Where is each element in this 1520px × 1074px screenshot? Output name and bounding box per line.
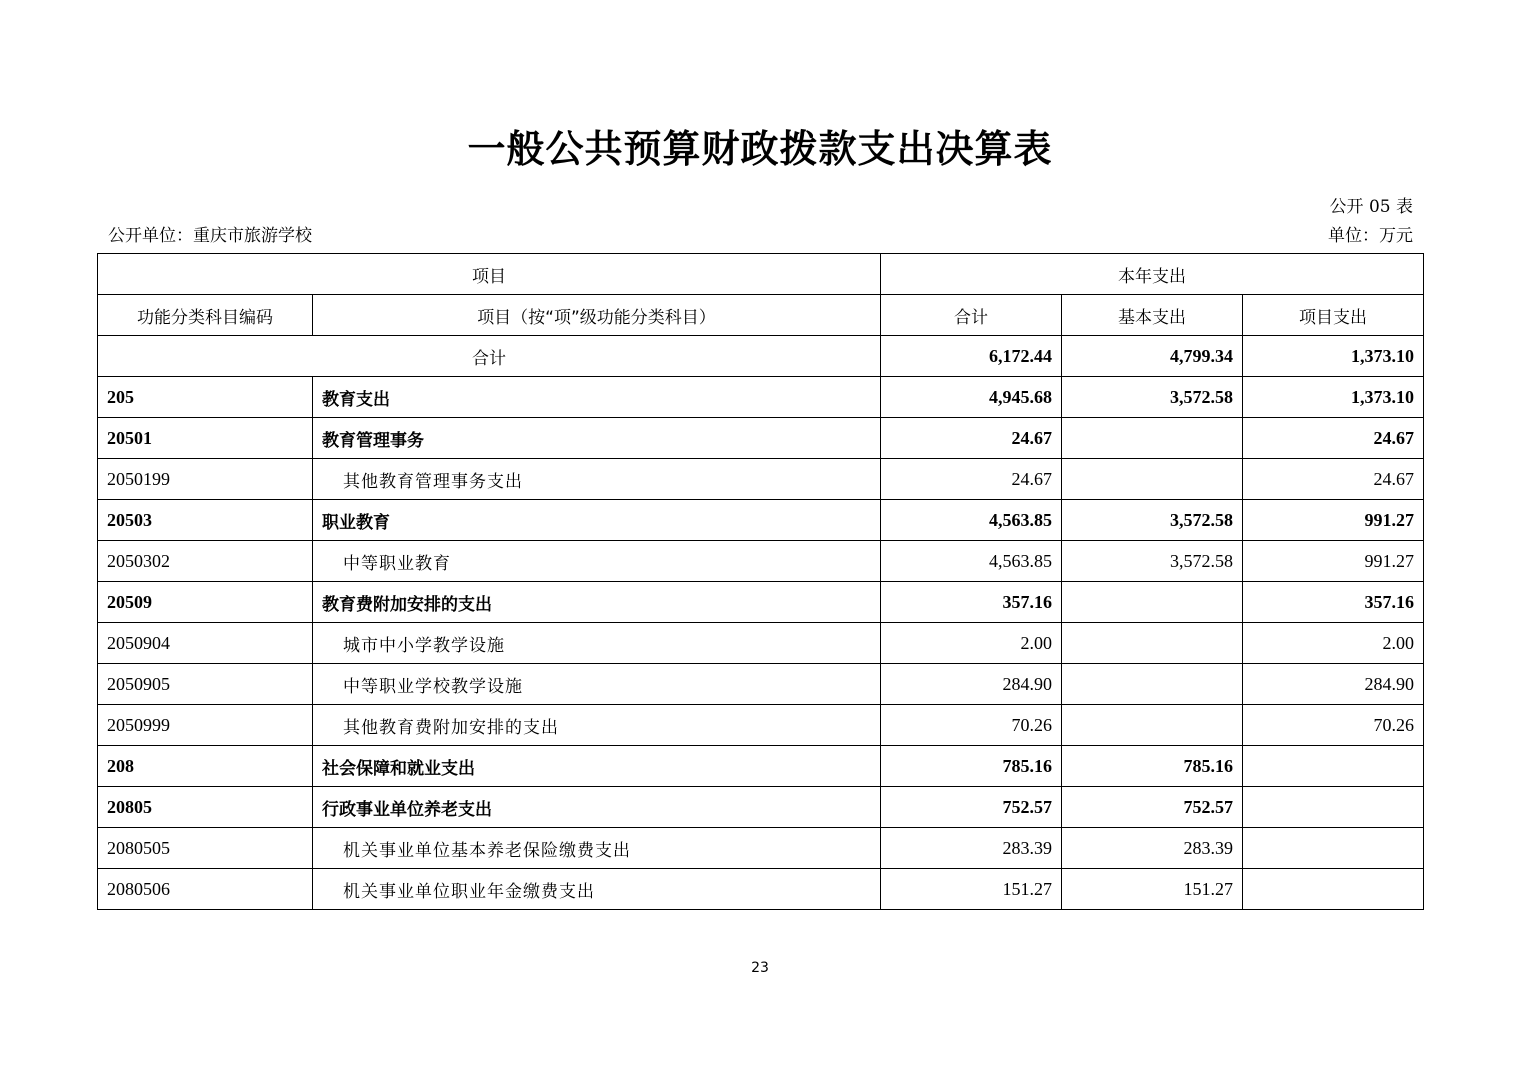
row-project: 70.26 [1243, 705, 1424, 746]
row-basic: 785.16 [1062, 746, 1243, 787]
header-row-1 [98, 254, 1424, 295]
row-name: 教育管理事务 [313, 418, 881, 459]
row-project [1243, 869, 1424, 910]
header-basic: 基本支出 [1062, 295, 1243, 336]
table-row [98, 664, 1424, 705]
total-amount: 6,172.44 [881, 336, 1062, 377]
row-project: 24.67 [1243, 459, 1424, 500]
row-name: 职业教育 [313, 500, 881, 541]
row-project [1243, 746, 1424, 787]
row-basic: 752.57 [1062, 787, 1243, 828]
header-item: 项目 [98, 254, 881, 295]
header-row-2 [98, 295, 1424, 336]
row-name: 城市中小学教学设施 [313, 623, 881, 664]
row-total: 357.16 [881, 582, 1062, 623]
row-basic: 283.39 [1062, 828, 1243, 869]
row-total: 785.16 [881, 746, 1062, 787]
row-name: 行政事业单位养老支出 [313, 787, 881, 828]
row-project: 991.27 [1243, 500, 1424, 541]
table-row [98, 705, 1424, 746]
table-row [98, 500, 1424, 541]
row-code: 2050199 [98, 459, 313, 500]
row-code: 20501 [98, 418, 313, 459]
row-total: 24.67 [881, 459, 1062, 500]
header-item-detail: 项目（按“项”级功能分类科目） [313, 295, 881, 336]
reporting-unit: 公开单位：重庆市旅游学校 [108, 226, 312, 246]
header-project: 项目支出 [1243, 295, 1424, 336]
row-code: 205 [98, 377, 313, 418]
table-row [98, 377, 1424, 418]
row-total: 4,563.85 [881, 500, 1062, 541]
row-basic: 151.27 [1062, 869, 1243, 910]
page-number: 23 [751, 960, 769, 976]
table-row [98, 623, 1424, 664]
row-name: 其他教育费附加安排的支出 [313, 705, 881, 746]
row-total: 752.57 [881, 787, 1062, 828]
row-project [1243, 787, 1424, 828]
row-name: 教育费附加安排的支出 [313, 582, 881, 623]
total-basic: 4,799.34 [1062, 336, 1243, 377]
row-code: 2050999 [98, 705, 313, 746]
row-basic [1062, 582, 1243, 623]
row-total: 4,563.85 [881, 541, 1062, 582]
page-title: 一般公共预算财政拨款支出决算表 [467, 127, 1053, 171]
row-name: 中等职业学校教学设施 [313, 664, 881, 705]
table-row [98, 746, 1424, 787]
row-project: 24.67 [1243, 418, 1424, 459]
row-total: 2.00 [881, 623, 1062, 664]
row-code: 208 [98, 746, 313, 787]
row-name: 中等职业教育 [313, 541, 881, 582]
row-basic [1062, 418, 1243, 459]
row-basic [1062, 623, 1243, 664]
row-total: 4,945.68 [881, 377, 1062, 418]
row-basic [1062, 459, 1243, 500]
table-row [98, 828, 1424, 869]
row-project: 1,373.10 [1243, 377, 1424, 418]
row-total: 151.27 [881, 869, 1062, 910]
row-project: 357.16 [1243, 582, 1424, 623]
currency-unit: 单位：万元 [1328, 226, 1413, 246]
row-code: 20805 [98, 787, 313, 828]
table-row [98, 541, 1424, 582]
total-label: 合计 [98, 336, 881, 377]
total-row [98, 336, 1424, 377]
row-basic: 3,572.58 [1062, 377, 1243, 418]
table-row [98, 418, 1424, 459]
row-total: 284.90 [881, 664, 1062, 705]
header-current-year: 本年支出 [881, 254, 1424, 295]
row-code: 20503 [98, 500, 313, 541]
row-code: 2050905 [98, 664, 313, 705]
row-basic: 3,572.58 [1062, 541, 1243, 582]
total-project: 1,373.10 [1243, 336, 1424, 377]
row-project [1243, 828, 1424, 869]
table-row [98, 787, 1424, 828]
row-project: 2.00 [1243, 623, 1424, 664]
row-name: 教育支出 [313, 377, 881, 418]
header-total: 合计 [881, 295, 1062, 336]
row-total: 70.26 [881, 705, 1062, 746]
row-code: 20509 [98, 582, 313, 623]
header-code: 功能分类科目编码 [98, 295, 313, 336]
row-total: 24.67 [881, 418, 1062, 459]
table-row [98, 459, 1424, 500]
row-basic [1062, 705, 1243, 746]
row-code: 2080505 [98, 828, 313, 869]
row-project: 284.90 [1243, 664, 1424, 705]
row-name: 机关事业单位职业年金缴费支出 [313, 869, 881, 910]
budget-table [97, 253, 1424, 910]
row-code: 2050904 [98, 623, 313, 664]
row-basic: 3,572.58 [1062, 500, 1243, 541]
budget-table-body [98, 254, 1424, 910]
row-code: 2050302 [98, 541, 313, 582]
row-project: 991.27 [1243, 541, 1424, 582]
table-row [98, 582, 1424, 623]
form-number: 公开 05 表 [1329, 197, 1413, 217]
row-basic [1062, 664, 1243, 705]
row-name: 机关事业单位基本养老保险缴费支出 [313, 828, 881, 869]
row-name: 社会保障和就业支出 [313, 746, 881, 787]
row-code: 2080506 [98, 869, 313, 910]
row-name: 其他教育管理事务支出 [313, 459, 881, 500]
table-row [98, 869, 1424, 910]
row-total: 283.39 [881, 828, 1062, 869]
